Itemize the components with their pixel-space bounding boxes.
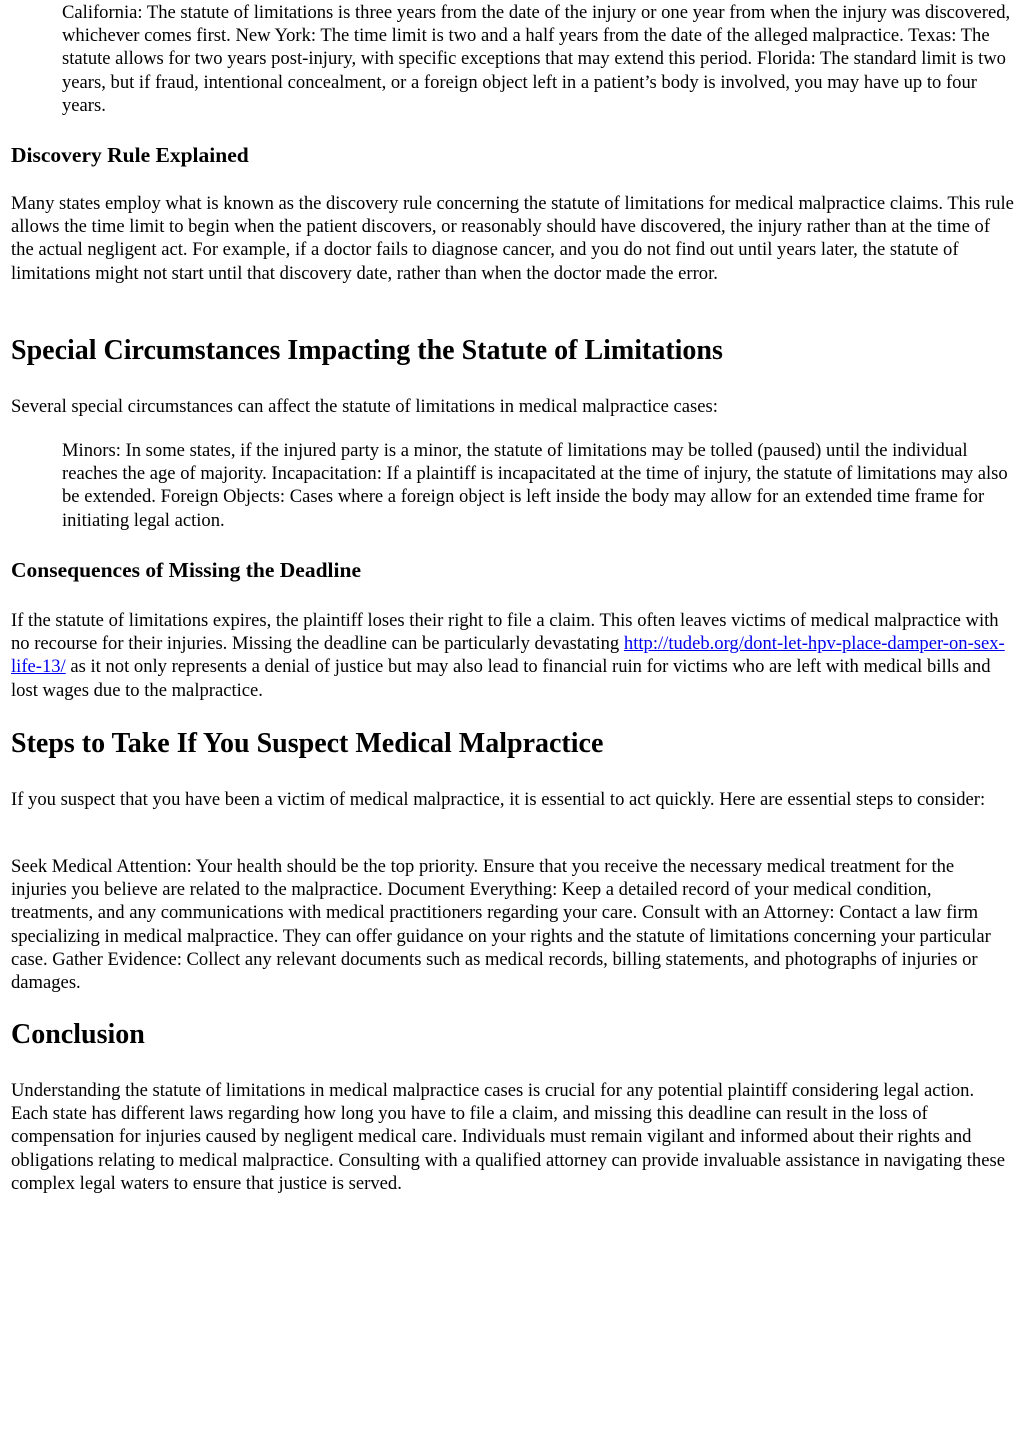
consequences-text-after: as it not only represents a denial of justice but may also lead to financial ruin for victims who are left with medical bills and lost wages due to the malpractice. (11, 656, 991, 701)
consequences-paragraph (11, 609, 1014, 702)
consequences-heading: Consequences of Missing the Deadline (11, 558, 361, 582)
states-quote (62, 1, 1014, 117)
conclusion-heading: Conclusion (11, 1019, 145, 1050)
consequences-text-before: If the statute of limitations expires, the plaintiff loses their right to file a claim. This often leaves victims of medical malpractice with no recourse for their injuries. Missing the deadline can be particularly devastating (11, 610, 999, 655)
steps-heading: Steps to Take If You Suspect Medical Malpractice (11, 728, 604, 759)
special-intro: Several special circumstances can affect the statute of limitations in medical malpractice cases: (11, 396, 718, 417)
consequences-link[interactable]: http://tudeb.org/dont-let-hpv-place-damper-on-sex-life-13/ (11, 633, 1005, 678)
special-quote-text: Minors: In some states, if the injured party is a minor, the statute of limitations may be tolled (paused) until the individual reaches the age of majority. Incapacitation: If a plaintiff is incapacitated at the time of injury, the statute of limitations may also be extended. Foreign Objects: Cases where a foreign object is left inside the body may allow for an extended time frame for initiating legal action. (62, 440, 1008, 531)
conclusion-paragraph: Understanding the statute of limitations in medical malpractice cases is crucial for any potential plaintiff considering legal action. Each state has different laws regarding how long you have to file a claim, and missing this deadline can result in the loss of compensation for injuries caused by negligent medical care. Individuals must remain vigilant and informed about their rights and obligations relating to medical malpractice. Consulting with a qualified attorney can provide invaluable assistance in navigating these complex legal waters to ensure that justice is served. (11, 1080, 1005, 1194)
discovery-heading: Discovery Rule Explained (11, 143, 249, 167)
discovery-paragraph: Many states employ what is known as the discovery rule concerning the statute of limitations for medical malpractice claims. This rule allows the time limit to begin when the patient discovers, or reasonably should have discovered, the injury rather than at the time of the actual negligent act. For example, if a doctor fails to diagnose cancer, and you do not find out until years later, the statute of limitations might not start until that discovery date, rather than when the doctor made the error. (11, 193, 1014, 284)
special-quote (62, 439, 1014, 532)
steps-paragraph: Seek Medical Attention: Your health should be the top priority. Ensure that you receive the necessary medical treatment for the injuries you believe are related to the malpractice. Document Everything: Keep a detailed record of your medical condition, treatments, and any communications with medical practitioners regarding your care. Consult with an Attorney: Contact a law firm specializing in medical malpractice. They can offer guidance on your rights and the statute of limitations concerning your particular case. Gather Evidence: Collect any relevant documents such as medical records, billing statements, and photographs of injuries or damages. (11, 856, 991, 994)
special-heading: Special Circumstances Impacting the Statute of Limitations (11, 335, 723, 366)
states-quote-text: California: The statute of limitations is three years from the date of the injury or one year from when the injury was discovered, whichever comes first. New York: The time limit is two and a half years from the date of the alleged malpractice. Texas: The statute allows for two years post-injury, with specific exceptions that may extend this period. Florida: The standard limit is two years, but if fraud, intentional concealment, or a foreign object left in a patient’s body is involved, you may have up to four years. (62, 2, 1011, 116)
steps-intro: If you suspect that you have been a victim of medical malpractice, it is essential to act quickly. Here are essential steps to consider: (11, 789, 986, 810)
